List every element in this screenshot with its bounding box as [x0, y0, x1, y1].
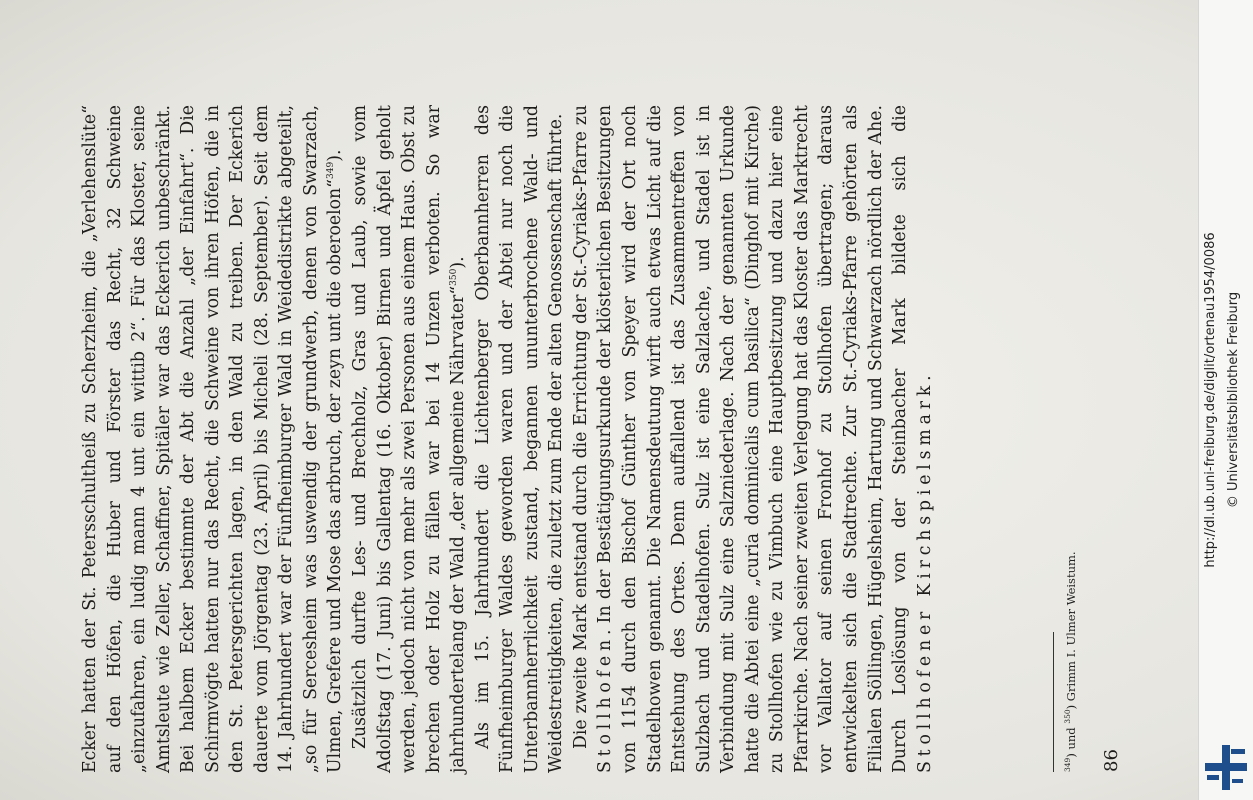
footnote-ref: 350 — [449, 268, 460, 286]
spaced-name: Stollhofener Kirchspielsmark — [914, 380, 935, 773]
permalink-url[interactable]: http://dl.ub.uni-freiburg.de/diglit/ortenau1954/0086 — [1203, 232, 1218, 568]
body-text — [78, 105, 937, 773]
footnote — [1061, 112, 1078, 772]
paragraph — [471, 105, 569, 773]
footnote-text: ) Grimm I. Ulmer Weistum. — [1063, 551, 1078, 710]
text-run: Die zweite Mark entstand durch die Errichtung der St.-Cyriaks-Pfarre zu — [570, 105, 591, 749]
page-number: 86 — [1101, 749, 1122, 772]
library-sidebar — [1198, 0, 1253, 800]
footnote-connector: ) und — [1063, 723, 1078, 758]
text-run: Zusätzlich durfte Les- und Brechholz, Gras und Laub, sowie vom Adolfstag (17. Juni) bis Gallentag (16. Oktober) Birnen und Äpfel geholt werden, jedoch nicht von mehr als zwei Personen aus einem Haus. Obst zu brechen oder Holz zu fällen war bei 14 Unzen verboten. So war jahrhundertelang der Wald „der allgemeine Nährvater“ — [350, 105, 469, 773]
footnote-rule — [1053, 632, 1054, 772]
footnote-ref-350: 350 — [1063, 709, 1072, 724]
copyright-notice: © Universitätsbibliothek Freiburg — [1226, 291, 1241, 509]
text-run: ). — [448, 256, 469, 269]
paragraph — [78, 105, 348, 773]
text-run: Ecker hatten der St. Petersschultheiß zu Scherzheim, die „Verlehenslüte“ auf den Höfen, die Huber und Förster das Recht, 32 Schweine „einzufahren, ein ludig mann 4 unt ein wittib 2“. Für das Kloster, seine Amtsleute wie Zeller, Schaffner, Spitäler war das Eckerich unbeschränkt. Bei halbem Ecker bestimmte der Abt die Anzahl „der Einfahrt“. Die Schirmvögte hatten nur das Recht, die Schweine von ihren Höfen, die in den St. Petersgerichten lagen, in den Wald zu treiben. Der Eckerich dauerte vom Jörgentag (23. April) bis Micheli (28. September). Seit dem 14. Jahrhundert war der Fünfheimburger Wald in Weidedistrikte abgeteilt, „so für Sercesheim was uswendig der grundwerb, denen von Swarzach, Ulmen, Grefere und Mose das arbruch, der zeyn unt die oberoelon“ — [80, 105, 346, 773]
text-run: Als im 15. Jahrhundert die Lichtenberger Oberbannherren des Fünfheimburger Waldes geworden waren und der Abtei nur noch die Unterbannherrlichkeit zustand, begannen ununterbrochene Wald- und Weidestreitigkeiten, die zuletzt zum Ende der alten Genossenschaft führte. — [472, 105, 567, 773]
spaced-name: Stollhofen — [595, 635, 616, 773]
text-run: ). — [325, 149, 346, 162]
text-run: . In der Bestätigungsurkunde der klösterlichen Besitzungen von 1154 durch den Bischof Günther von Speyer wird der Ort noch Stadelhowen genannt. Die Namensdeutung wirft auch etwas Licht auf die Entstehung des Ortes. Denn auffallend ist das Zusammentreffen von Sulzbach und Stadelhofen. Sulz ist eine Salzlache, und Stadel ist in Verbindung mit Sulz eine Salzniederlage. Nach der genannten Urkunde hatte die Abtei eine „curia dominicalis cum basilica“ (Dinghof mit Kirche) zu Stollhofen wie zu Vimbuch eine Hauptbesitzung und dazu hier eine Pfarrkirche. Nach seiner zweiten Verlegung hat das Kloster das Marktrecht vor Vallator auf seinen Fronhof zu Stollhofen übertragen; daraus entwickelten sich die Stadtrechte. Zur St.-Cyriaks-Pfarre gehörten als Filialen Söllingen, Hügelsheim, Hartung und Schwarzach nördlich der Ahe. Durch Loslösung von der Steinbacher Mark bildete sich die — [595, 105, 911, 773]
footnote-ref: 349 — [326, 161, 337, 179]
paragraph — [348, 105, 471, 773]
footnote-ref-349: 349 — [1063, 757, 1072, 772]
sidebar-rotated-text — [1199, 0, 1253, 800]
text-run: . — [914, 375, 935, 381]
university-library-logo-icon — [1205, 745, 1247, 790]
paragraph — [569, 105, 937, 773]
